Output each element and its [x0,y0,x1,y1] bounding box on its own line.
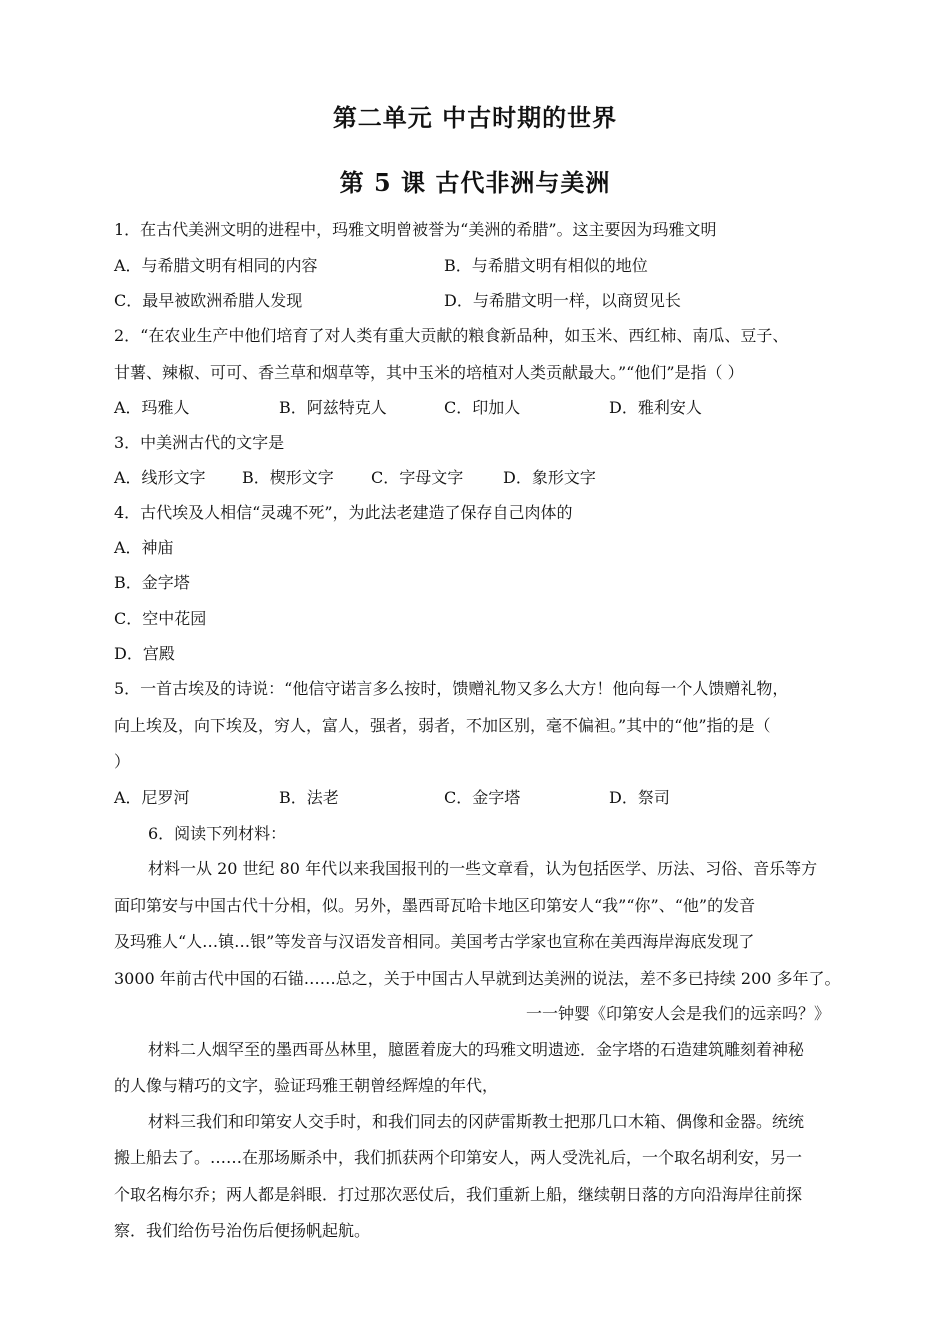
question-1-option-d: D．与希腊文明一样，以商贸见长 [444,291,681,310]
material-1-line-4: 3000 年前古代中国的石锚……总之，关于中国古人早就到达美洲的说法，差不多已持续 200 多年了。 [114,969,841,988]
question-4-stem: 4．古代埃及人相信“灵魂不死”，为此法老建造了保存自己肉体的 [114,503,573,522]
question-3-option-d: D．象形文字 [503,468,596,487]
unit-title: 第二单元 中古时期的世界 [332,103,618,132]
question-3-stem: 3．中美洲古代的文字是 [114,433,285,452]
material-3-line-4: 察．我们给伤号治伤后便扬帆起航。 [114,1221,371,1240]
question-5-option-a: A．尼罗河 [114,788,190,807]
question-3-option-b: B．楔形文字 [242,468,334,487]
question-3-option-a: A．线形文字 [114,468,206,487]
question-5-stem-line-2: 向上埃及，向下埃及，穷人，富人，强者，弱者，不加区别，毫不偏袒。”其中的“他”指的是（ [114,716,771,735]
material-2-line-2: 的人像与精巧的文字，验证玛雅王朝曾经辉煌的年代， [114,1076,499,1095]
question-3-option-c: C．字母文字 [371,468,464,487]
question-4-option-b: B．金字塔 [114,573,190,592]
question-2-stem-line-1: 2．“在农业生产中他们培育了对人类有重大贡献的粮食新品种，如玉米、西红柿、南瓜、豆子、 [114,326,789,345]
question-2-option-c: C．印加人 [444,398,521,417]
material-1-line-2: 面印第安与中国古代十分相，似。另外，墨西哥瓦哈卡地区印第安人“我”“你”、“他”的发音 [114,896,756,915]
material-1-source: 一一钟婴《印第安人会是我们的远亲吗？》 [525,1004,830,1023]
question-5-option-c: C．金字塔 [444,788,521,807]
question-2-stem-line-2: 甘薯、辣椒、可可、香兰草和烟草等，其中玉米的培植对人类贡献最大。”“他们”是指（ ） [114,363,744,382]
question-2-option-a: A．玛雅人 [114,398,190,417]
question-5-option-d: D．祭司 [609,788,670,807]
question-5-option-b: B．法老 [279,788,339,807]
lesson-title: 第 5 课 古代非洲与美洲 [339,168,611,197]
question-2-option-d: D．雅利安人 [609,398,702,417]
material-3-line-3: 个取名梅尔乔；两人都是斜眼．打过那次恶仗后，我们重新上船，继续朝日落的方向沿海岸往前探 [114,1185,803,1204]
question-1-option-c: C．最早被欧洲希腊人发现 [114,291,303,310]
material-1-line-3: 及玛雅人“人…镇…银”等发音与汉语发音相同。美国考古学家也宣称在美西海岸海底发现了 [114,932,755,951]
material-3-line-1: 材料三我们和印第安人交手时，和我们同去的冈萨雷斯教士把那几口木箱、偶像和金器。统统 [148,1112,805,1131]
question-5-stem-line-3: ） [114,752,131,771]
question-1-option-a: A．与希腊文明有相同的内容 [114,256,318,275]
question-6-stem: 6．阅读下列材料： [148,824,287,843]
question-4-option-a: A．神庙 [114,538,174,557]
question-4-option-d: D．宫殿 [114,644,175,663]
question-4-option-c: C．空中花园 [114,609,207,628]
question-1-option-b: B．与希腊文明有相似的地位 [444,256,648,275]
question-5-stem-line-1: 5．一首古埃及的诗说：“他信守诺言多么按时，馈赠礼物又多么大方！他向每一个人馈赠礼物， [114,679,789,698]
question-2-option-b: B．阿兹特克人 [279,398,387,417]
material-2-line-1: 材料二人烟罕至的墨西哥丛林里，臆匿着庞大的玛雅文明遗迹．金字塔的石造建筑雕刻着神秘 [148,1040,805,1059]
material-1-line-1: 材料一从 20 世纪 80 年代以来我国报刊的一些文章看，认为包括医学、历法、习俗、音乐等方 [148,859,818,878]
question-1-stem: 1．在古代美洲文明的进程中，玛雅文明曾被誉为“美洲的希腊”。这主要因为玛雅文明 [114,220,717,239]
material-3-line-2: 搬上船去了。……在那场厮杀中，我们抓获两个印第安人，两人受洗礼后，一个取名胡利安，另一 [114,1148,803,1167]
